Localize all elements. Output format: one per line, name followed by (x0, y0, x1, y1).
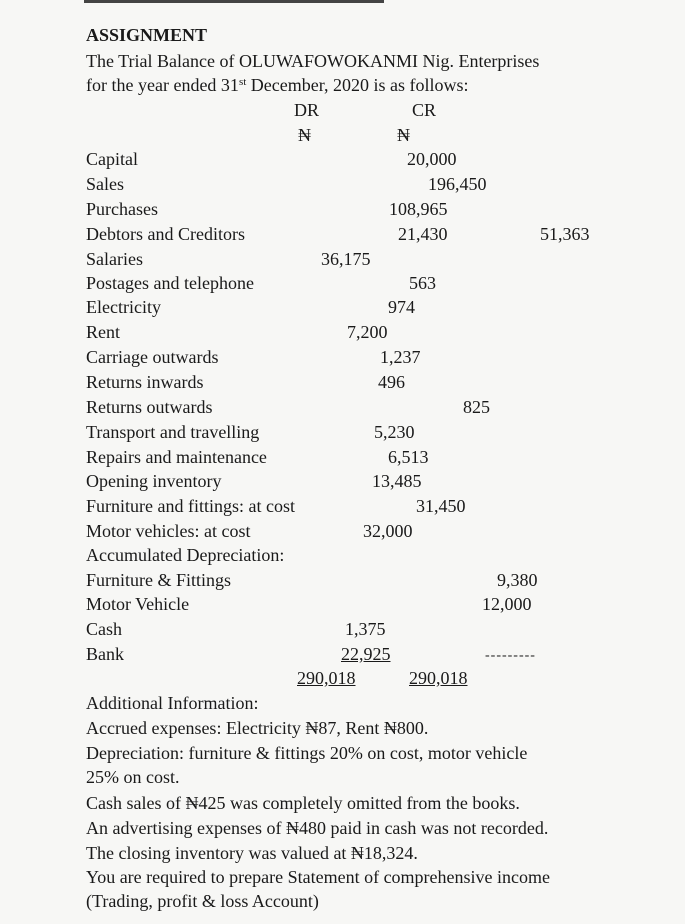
row-label: Postages and telephone (86, 273, 254, 293)
acc-dep-furniture-value: 9,380 (497, 570, 538, 590)
cr-column-dash-line: --------- (485, 648, 536, 663)
creditors-value: 51,363 (540, 224, 590, 244)
additional-info-line: Cash sales of ₦425 was completely omitted from the books. (86, 793, 520, 813)
bank-value: 22,925 (341, 644, 391, 664)
sales-value: 196,450 (428, 174, 487, 194)
row-label: Rent (86, 322, 120, 342)
row-label: Furniture & Fittings (86, 570, 232, 590)
top-cropped-line (84, 0, 384, 3)
row-label: Bank (86, 644, 124, 664)
row-label: Debtors and Creditors (86, 224, 245, 244)
row-label: Cash (86, 619, 122, 639)
row-label: Sales (86, 174, 124, 194)
additional-info-heading: Additional Information: (86, 693, 259, 713)
additional-info-line: (Trading, profit & loss Account) (86, 891, 319, 911)
returns-inwards-value: 496 (378, 372, 405, 392)
row-label: Motor vehicles: at cost (86, 521, 251, 541)
additional-info-line: An advertising expenses of ₦480 paid in cash was not recorded. (86, 818, 549, 838)
dr-total: 290,018 (297, 668, 356, 688)
cash-value: 1,375 (345, 619, 386, 639)
intro-line-1: The Trial Balance of OLUWAFOWOKANMI Nig. Enterprises (86, 51, 540, 71)
additional-info-line: The closing inventory was valued at ₦18,324. (86, 843, 418, 863)
returns-outwards-value: 825 (463, 397, 490, 417)
cr-column-header: CR (412, 100, 437, 120)
row-label: Opening inventory (86, 471, 222, 491)
row-label: Salaries (86, 249, 143, 269)
dr-column-header: DR (294, 100, 320, 120)
assignment-title: ASSIGNMENT (86, 25, 208, 45)
row-label: Repairs and maintenance (86, 447, 267, 467)
additional-info-line: You are required to prepare Statement of comprehensive income (86, 867, 551, 887)
debtors-value: 21,430 (398, 224, 448, 244)
row-label: Returns outwards (86, 397, 213, 417)
row-label: Purchases (86, 199, 158, 219)
motor-cost-value: 32,000 (363, 521, 413, 541)
row-label: Electricity (86, 297, 161, 317)
capital-value: 20,000 (407, 149, 457, 169)
dr-currency-symbol: ₦ (298, 125, 311, 145)
electricity-value: 974 (388, 297, 415, 317)
cr-total: 290,018 (409, 668, 468, 688)
postages-value: 563 (409, 273, 436, 293)
intro-line-2: for the year ended 31st December, 2020 is as follows: (86, 75, 469, 95)
row-label: Returns inwards (86, 372, 204, 392)
row-label: Furniture and fittings: at cost (86, 496, 295, 516)
carriage-outwards-value: 1,237 (380, 347, 421, 367)
row-label: Capital (86, 149, 138, 169)
rent-value: 7,200 (347, 322, 388, 342)
acc-dep-motor-value: 12,000 (482, 594, 532, 614)
cr-currency-symbol: ₦ (397, 125, 410, 145)
purchases-value: 108,965 (389, 199, 448, 219)
additional-info-line: 25% on cost. (86, 767, 180, 787)
row-label: Transport and travelling (86, 422, 260, 442)
row-label: Accumulated Depreciation: (86, 545, 285, 565)
repairs-value: 6,513 (388, 447, 429, 467)
salaries-value: 36,175 (321, 249, 371, 269)
furniture-cost-value: 31,450 (416, 496, 466, 516)
transport-value: 5,230 (374, 422, 415, 442)
row-label: Carriage outwards (86, 347, 219, 367)
row-label: Motor Vehicle (86, 594, 190, 614)
additional-info-line: Accrued expenses: Electricity ₦87, Rent ₦800. (86, 718, 429, 738)
additional-info-line: Depreciation: furniture & fittings 20% on cost, motor vehicle (86, 743, 528, 763)
opening-inventory-value: 13,485 (372, 471, 422, 491)
